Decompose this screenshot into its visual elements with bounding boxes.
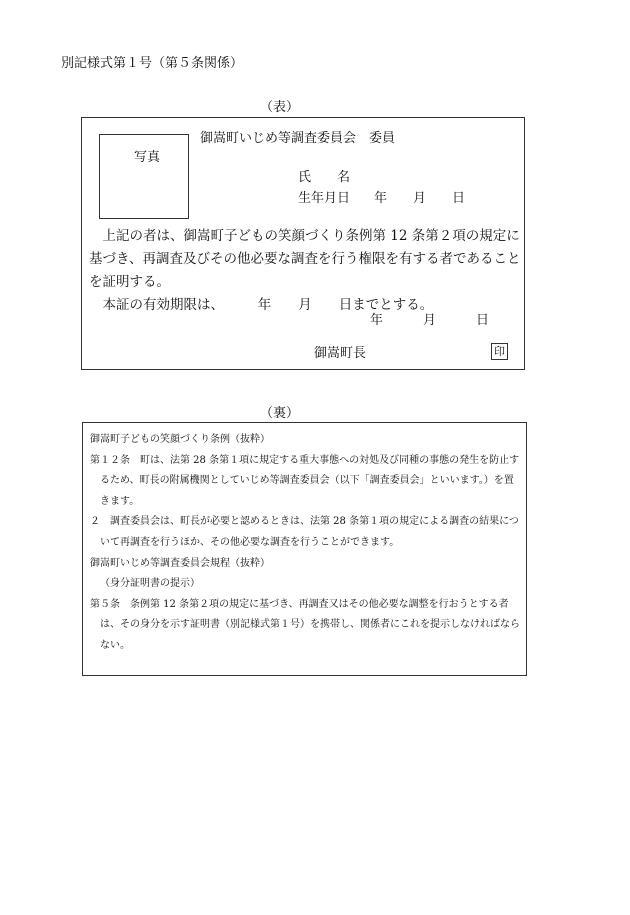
issue-date	[370, 309, 489, 328]
ordinance-title: 御嵩町子どもの笑顔づくり条例（抜粋）	[90, 434, 270, 445]
article-12: 第１２条 町は、法第 28 条第１項に規定する重大事態への対処及び同種の事態の発生を防止するため、町長の附属機関としていじめ等調査委員会（以下「調査委員会」といいます。）を置きます。	[90, 454, 520, 507]
name-field-label: 氏 名	[298, 170, 351, 185]
certification-text	[89, 225, 521, 317]
article-12-paragraph-2: ２ 調査委員会は、町長が必要と認めるときは、法第 28 条第１項の規定による調査の結果について再調査を行うほか、その他必要な調査を行うことができます。	[90, 516, 519, 548]
issuer-title: 御嵩町長	[314, 346, 367, 361]
seal-stamp: 印	[491, 343, 508, 360]
dob-field	[298, 187, 487, 206]
issue-year: 年	[370, 313, 384, 328]
regulation-title: 御嵩町いじめ等調査委員会規程（抜粋）	[90, 557, 270, 569]
front-side-label: （表）	[260, 100, 300, 115]
validity-statement: 本証の有効期限は、 年 月 日までとする。	[102, 297, 434, 313]
photo-box	[99, 134, 189, 219]
id-card-front	[81, 117, 525, 370]
photo-label: 写真	[134, 150, 161, 165]
card-heading: 御嵩町いじめ等調査委員会 委員	[200, 131, 396, 146]
article-5-heading: （身分証明書の提示）	[100, 578, 200, 590]
certification-statement: 上記の者は、御嵩町子どもの笑顔づくり条例第 12 条第２項の規定に基づき、再調査及びその他必要な調査を行う権限を有する者であることを証明する。	[89, 228, 521, 290]
dob-label: 生年月日	[298, 191, 351, 206]
dob-month: 月	[413, 191, 427, 206]
issue-day: 日	[476, 313, 490, 328]
form-title: 別記様式第１号（第５条関係）	[61, 56, 244, 71]
dob-day: 日	[452, 191, 466, 206]
dob-year: 年	[374, 191, 388, 206]
article-5: 第５条 条例第 12 条第２項の規定に基づき、再調査又はその他必要な調整を行おうとする者は、その身分を示す証明書（別記様式第１号）を携帯し、関係者にこれを提示しなければならない。	[90, 598, 520, 651]
back-side-label: （裏）	[260, 406, 300, 421]
issue-month: 月	[423, 313, 437, 328]
id-card-back	[82, 422, 527, 676]
back-text	[90, 430, 520, 657]
